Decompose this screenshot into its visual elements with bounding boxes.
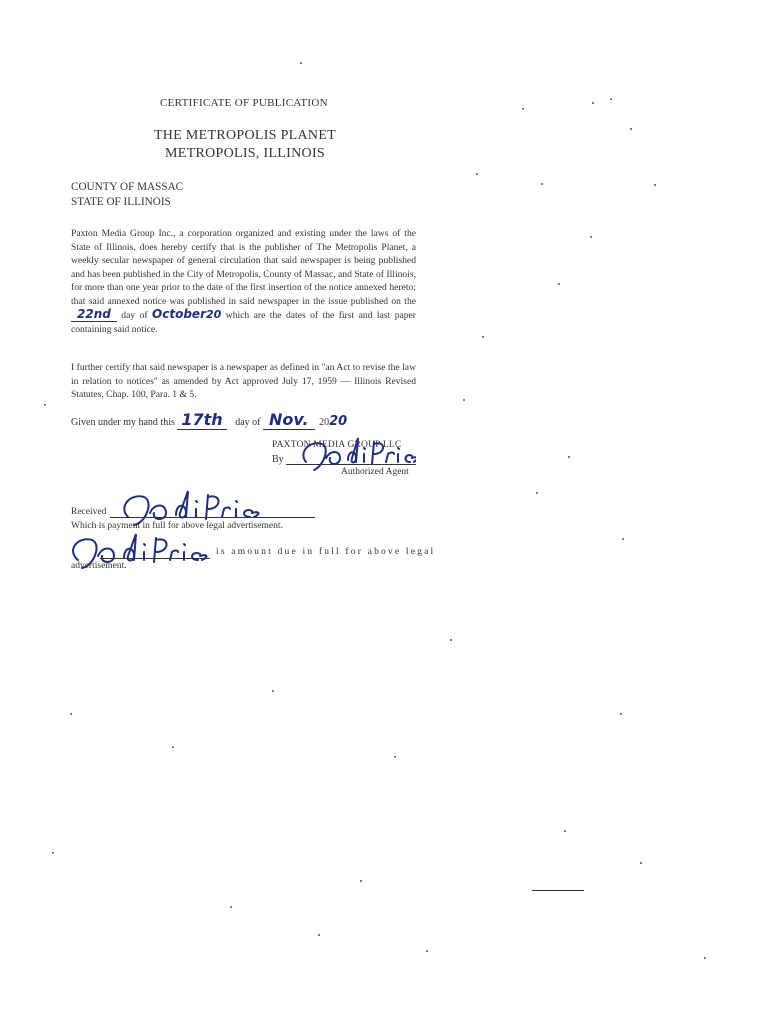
- given-year-handwritten: 20: [329, 414, 348, 429]
- paper-name: THE METROPOLIS PLANET: [153, 128, 337, 143]
- amount-line: [100, 558, 210, 559]
- publication-day-handwritten: 22nd: [71, 307, 117, 322]
- certificate-heading: CERTIFICATE OF PUBLICATION: [160, 97, 328, 109]
- payment-text: Which is payment in full for above legal advertisement.: [71, 521, 283, 531]
- day-of-text: day of: [121, 310, 148, 321]
- paper-city: METROPOLIS, ILLINOIS: [165, 146, 325, 161]
- given-label: Given under my hand this: [71, 417, 175, 428]
- further-certify-paragraph: I further certify that said newspaper is a newspaper as defined in "an Act to revise the law in relation to notices" as amended by Act approved July 17, 1959 — Illinois Revised Statutes, Chap. 100, Para. 1 & 5.: [71, 362, 416, 400]
- publication-year-handwritten: 20: [206, 308, 222, 321]
- amount-text: is amount due in full for above legal: [216, 547, 436, 557]
- publication-month-handwritten: October: [152, 307, 206, 321]
- company-name: PAXTON MEDIA GROUP LLC: [272, 440, 402, 450]
- stray-line: [532, 890, 584, 891]
- certification-paragraph: [71, 227, 416, 336]
- given-under-hand-line: [71, 410, 347, 429]
- given-month-handwritten: Nov.: [263, 410, 315, 430]
- state-line: STATE OF ILLINOIS: [71, 196, 171, 208]
- authorized-agent-label: Authorized Agent: [341, 467, 409, 477]
- certification-text: Paxton Media Group Inc., a corporation organized and existing under the laws of the State of Illinois, does hereby certify that is the publisher of The Metropolis Planet, a weekly secular newspaper of general circulation that said newspaper is being published and has been published in the City of Metropolis, County of Massac, and State of Illinois, for more than one year prior to the date of the first insertion of the notice annexed hereto; that said annexed notice was published in said newspaper in the issue published on the: [71, 228, 416, 307]
- by-label: By: [272, 454, 284, 465]
- given-year-prefix: 20: [319, 417, 330, 428]
- given-day-handwritten: 17th: [177, 410, 226, 430]
- certification-text-end: which are the dates of the first and last paper containing said notice.: [71, 310, 416, 335]
- amount-text-continued: advertisement.: [71, 561, 127, 571]
- received-label: Received: [71, 507, 107, 517]
- given-dayof-text: day of: [235, 417, 261, 428]
- county-line: COUNTY OF MASSAC: [71, 181, 184, 193]
